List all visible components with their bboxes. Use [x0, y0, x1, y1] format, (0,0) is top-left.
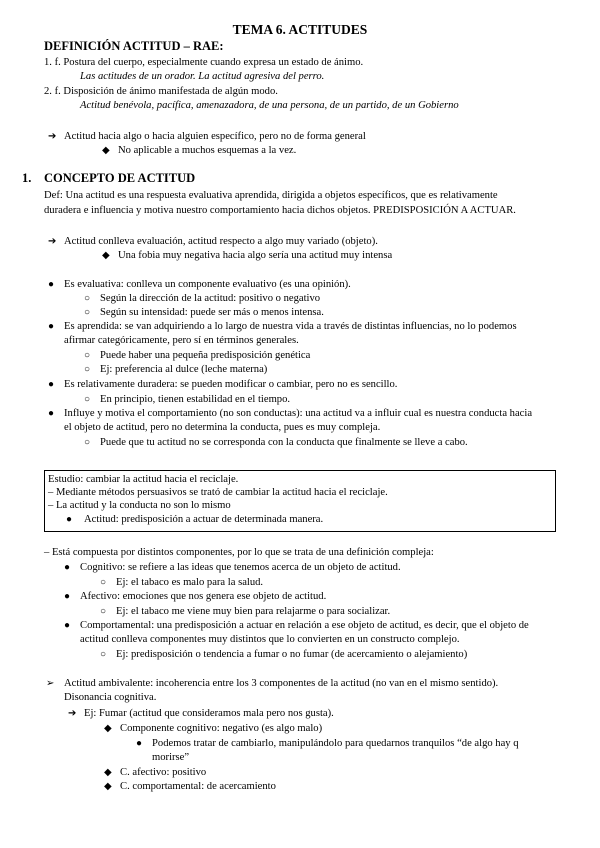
diamond-bullet-icon: ◆: [104, 781, 112, 792]
component-cognitive-example: Ej: el tabaco es malo para la salud.: [116, 577, 264, 588]
circle-bullet-icon: ○: [84, 350, 91, 361]
trait-duradera: Es relativamente duradera: se pueden modificar o cambiar, pero no es sencillo.: [64, 379, 398, 390]
component-behavioral-line-1: Comportamental: una predisposición a actuar en relación a ese objeto de actitud, es decir, que el objeto de: [80, 620, 529, 631]
component-behavioral-line-2: actitud conlleva componentes muy distintos que lo convierten en un constructo complejo.: [80, 634, 460, 645]
bullet-icon: ●: [48, 408, 55, 419]
rae-example-1: Las actitudes de un orador. La actitud agresiva del perro.: [80, 71, 325, 82]
definition-line-2: duradera e influencia y motiva nuestro comportamiento hacia dichos objetos. PREDISPOSICIÓN A ACTUAR.: [44, 205, 516, 216]
bullet-icon: ●: [66, 514, 73, 525]
study-line-3: – La actitud y la conducta no son lo mismo: [48, 500, 231, 511]
trait-aprendida-sub-2: Ej: preferencia al dulce (leche materna): [100, 364, 268, 375]
rae-def-2: 2. f. Disposición de ánimo manifestada de algún modo.: [44, 86, 278, 97]
trait-influye-line-1: Influye y motiva el comportamiento (no son conductas): una actitud va a influir cual es nuestra conducta hacia: [64, 408, 533, 419]
trait-aprendida-sub-1: Puede haber una pequeña predisposición genética: [100, 350, 311, 361]
diamond-bullet-icon: ◆: [104, 723, 112, 734]
ambivalent-affective: C. afectivo: positivo: [120, 767, 207, 778]
section-heading: CONCEPTO DE ACTITUD: [44, 171, 196, 185]
diamond-bullet-icon: ◆: [102, 250, 110, 261]
trait-duradera-sub-1: En principio, tienen estabilidad en el tiempo.: [100, 394, 291, 405]
circle-bullet-icon: ○: [84, 364, 91, 375]
bullet-icon: ●: [64, 562, 71, 573]
component-affective: Afectivo: emociones que nos genera ese objeto de actitud.: [80, 591, 327, 602]
ambivalent-example: Ej: Fumar (actitud que consideramos mala pero nos gusta).: [84, 708, 334, 719]
trait-evaluativa-sub-2: Según su intensidad: puede ser más o menos intensa.: [100, 307, 324, 318]
circle-bullet-icon: ○: [100, 577, 107, 588]
component-affective-example: Ej: el tabaco me viene muy bien para relajarme o para socializar.: [116, 606, 391, 617]
ambivalent-cognitive-sub-line-2: morirse”: [152, 752, 190, 763]
rae-arrow-subnote: No aplicable a muchos esquemas a la vez.: [118, 145, 297, 156]
trait-influye-line-2: el objeto de actitud, pero no determina la conducta, pues es muy compleja.: [64, 422, 381, 433]
trait-aprendida-line-2: afirmar categóricamente, pero sí en términos generales.: [64, 335, 299, 346]
rae-example-2: Actitud benévola, pacífica, amenazadora, de una persona, de un partido, de un Gobierno: [80, 100, 459, 111]
bullet-icon: ●: [48, 321, 55, 332]
arrow-icon: ➔: [48, 236, 57, 247]
ambivalent-cognitive: Componente cognitivo: negativo (es algo malo): [120, 723, 323, 734]
bullet-icon: ●: [48, 279, 55, 290]
arrow-icon: ➔: [48, 131, 57, 142]
circle-bullet-icon: ○: [100, 606, 107, 617]
ambivalent-line-2: Disonancia cognitiva.: [64, 692, 157, 703]
component-cognitive: Cognitivo: se refiere a las ideas que tenemos acerca de un objeto de actitud.: [80, 562, 401, 573]
trait-evaluativa: Es evaluativa: conlleva un componente evaluativo (es una opinión).: [64, 279, 351, 290]
concept-arrow-note: Actitud conlleva evaluación, actitud respecto a algo muy variado (objeto).: [64, 236, 378, 247]
page-title: TEMA 6. ACTITUDES: [232, 22, 368, 37]
definition-line-1: Def: Una actitud es una respuesta evaluativa aprendida, dirigida a objetos específicos, que es relativamente: [44, 190, 498, 201]
components-intro: – Está compuesta por distintos componentes, por lo que se trata de una definición compleja:: [44, 547, 434, 558]
ambivalent-behavioral: C. comportamental: de acercamiento: [120, 781, 276, 792]
section-number: 1.: [22, 171, 32, 185]
rae-arrow-note: Actitud hacia algo o hacia alguien específico, pero no de forma general: [64, 131, 366, 142]
bullet-icon: ●: [64, 591, 71, 602]
diamond-bullet-icon: ◆: [102, 145, 110, 156]
bullet-icon: ●: [136, 738, 143, 749]
circle-bullet-icon: ○: [84, 437, 91, 448]
arrowhead-icon: ➢: [46, 678, 55, 689]
rae-def-1: 1. f. Postura del cuerpo, especialmente cuando expresa un estado de ánimo.: [44, 57, 364, 68]
trait-aprendida-line-1: Es aprendida: se van adquiriendo a lo largo de nuestra vida a través de distintas influencias, no lo podemos: [64, 321, 517, 332]
bullet-icon: ●: [64, 620, 71, 631]
bullet-icon: ●: [48, 379, 55, 390]
arrow-icon: ➔: [68, 708, 77, 719]
circle-bullet-icon: ○: [84, 394, 91, 405]
study-bullet: Actitud: predisposición a actuar de determinada manera.: [84, 514, 324, 525]
study-line-2: – Mediante métodos persuasivos se trató de cambiar la actitud hacia el reciclaje.: [48, 487, 388, 498]
ambivalent-line-1: Actitud ambivalente: incoherencia entre los 3 componentes de la actitud (no van en el mismo sentido).: [64, 678, 499, 689]
circle-bullet-icon: ○: [84, 307, 91, 318]
diamond-bullet-icon: ◆: [104, 767, 112, 778]
component-behavioral-example: Ej: predisposición o tendencia a fumar o no fumar (de acercamiento o alejamiento): [116, 649, 468, 660]
trait-evaluativa-sub-1: Según la dirección de la actitud: positivo o negativo: [100, 293, 321, 304]
circle-bullet-icon: ○: [100, 649, 107, 660]
rae-heading: DEFINICIÓN ACTITUD – RAE:: [44, 39, 224, 53]
trait-influye-sub-1: Puede que tu actitud no se corresponda con la conducta que finalmente se lleve a cabo.: [100, 437, 468, 448]
study-line-1: Estudio: cambiar la actitud hacia el reciclaje.: [48, 474, 239, 485]
circle-bullet-icon: ○: [84, 293, 91, 304]
concept-arrow-subnote: Una fobia muy negativa hacia algo sería una actitud muy intensa: [118, 250, 393, 261]
ambivalent-cognitive-sub-line-1: Podemos tratar de cambiarlo, manipulándolo para quedarnos tranquilos “de algo hay q: [152, 738, 519, 749]
